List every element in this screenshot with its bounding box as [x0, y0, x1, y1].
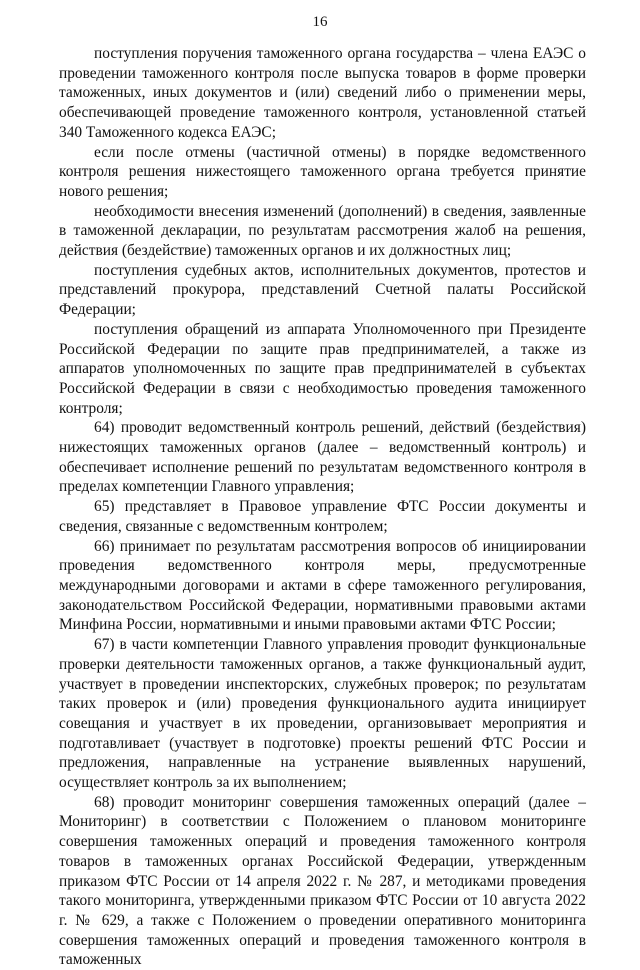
paragraph: 67) в части компетенции Главного управления проводит функциональные проверки деятельности таможенных органов, а также функциональный аудит, участвует в проведении инспекторских, служебных проверок; по результатам таких проверок и (или) проведения функционального аудита инициирует совещания и участвует в их проведении, организовывает мероприятия и подготавливает (участвует в подготовке) проекты решений ФТС России и предложения, направленные на устранение выявленных нарушений, осуществляет контроль за их выполнением; — [59, 636, 586, 792]
paragraph: 68) проводит мониторинг совершения таможенных операций (далее – Мониторинг) в соответствии с Положением о плановом мониторинге совершения таможенных операций и проведения таможенного контроля товаров в таможенных органах Российской Федерации, утвержденным приказом ФТС России от 14 апреля 2022 г. № 287, и методиками проведения такого мониторинга, утвержденными приказом ФТС России от 10 августа 2022 г. № 629, а также с Положением о проведении оперативного мониторинга совершения таможенных операций и проведения таможенного контроля в таможенных — [59, 793, 586, 969]
paragraph: если после отмены (частичной отмены) в порядке ведомственного контроля решения нижестоящего таможенного органа требуется принятие нового решения; — [59, 143, 586, 200]
paragraph: поступления судебных актов, исполнительных документов, протестов и представлений прокурора, представлений Счетной палаты Российской Федерации; — [59, 261, 586, 319]
paragraph: поступления поручения таможенного органа государства – члена ЕАЭС о проведении таможенного контроля после выпуска товаров в форме проверки таможенных, иных документов и (или) сведений либо о применении меры, обеспечивающей проведение таможенного контроля, установленной статьей 340 Таможенного кодекса ЕАЭС; — [59, 45, 586, 141]
paragraph: поступления обращений из аппарата Уполномоченного при Президенте Российской Федерации по защите прав предпринимателей, а также из аппаратов уполномоченных по защите прав предпринимателей в субъектах Российской Федерации в связи с необходимостью проведения таможенного контроля; — [59, 320, 586, 417]
document-body — [59, 44, 586, 970]
paragraph: необходимости внесения изменений (дополнений) в сведения, заявленные в таможенной декларации, по результатам рассмотрения жалоб на решения, действия (бездействие) таможенных органов и их должностных лиц; — [59, 202, 586, 260]
paragraph: 66) принимает по результатам рассмотрения вопросов об инициировании проведения ведомственного контроля меры, предусмотренные международными договорами и актами в сфере таможенного регулирования, законодательством Российской Федерации, нормативными правовыми актами Минфина России, нормативными и иными правовыми актами ФТС России; — [59, 537, 586, 634]
page-number: 16 — [312, 14, 328, 30]
paragraph: 64) проводит ведомственный контроль решений, действий (бездействия) нижестоящих таможенных органов (далее – ведомственный контроль) и обеспечивает исполнение решений по результатам ведомственного контроля в пределах компетенции Главного управления; — [59, 419, 586, 496]
paragraph: 65) представляет в Правовое управление ФТС России документы и сведения, связанные с ведомственным контролем; — [59, 498, 586, 535]
